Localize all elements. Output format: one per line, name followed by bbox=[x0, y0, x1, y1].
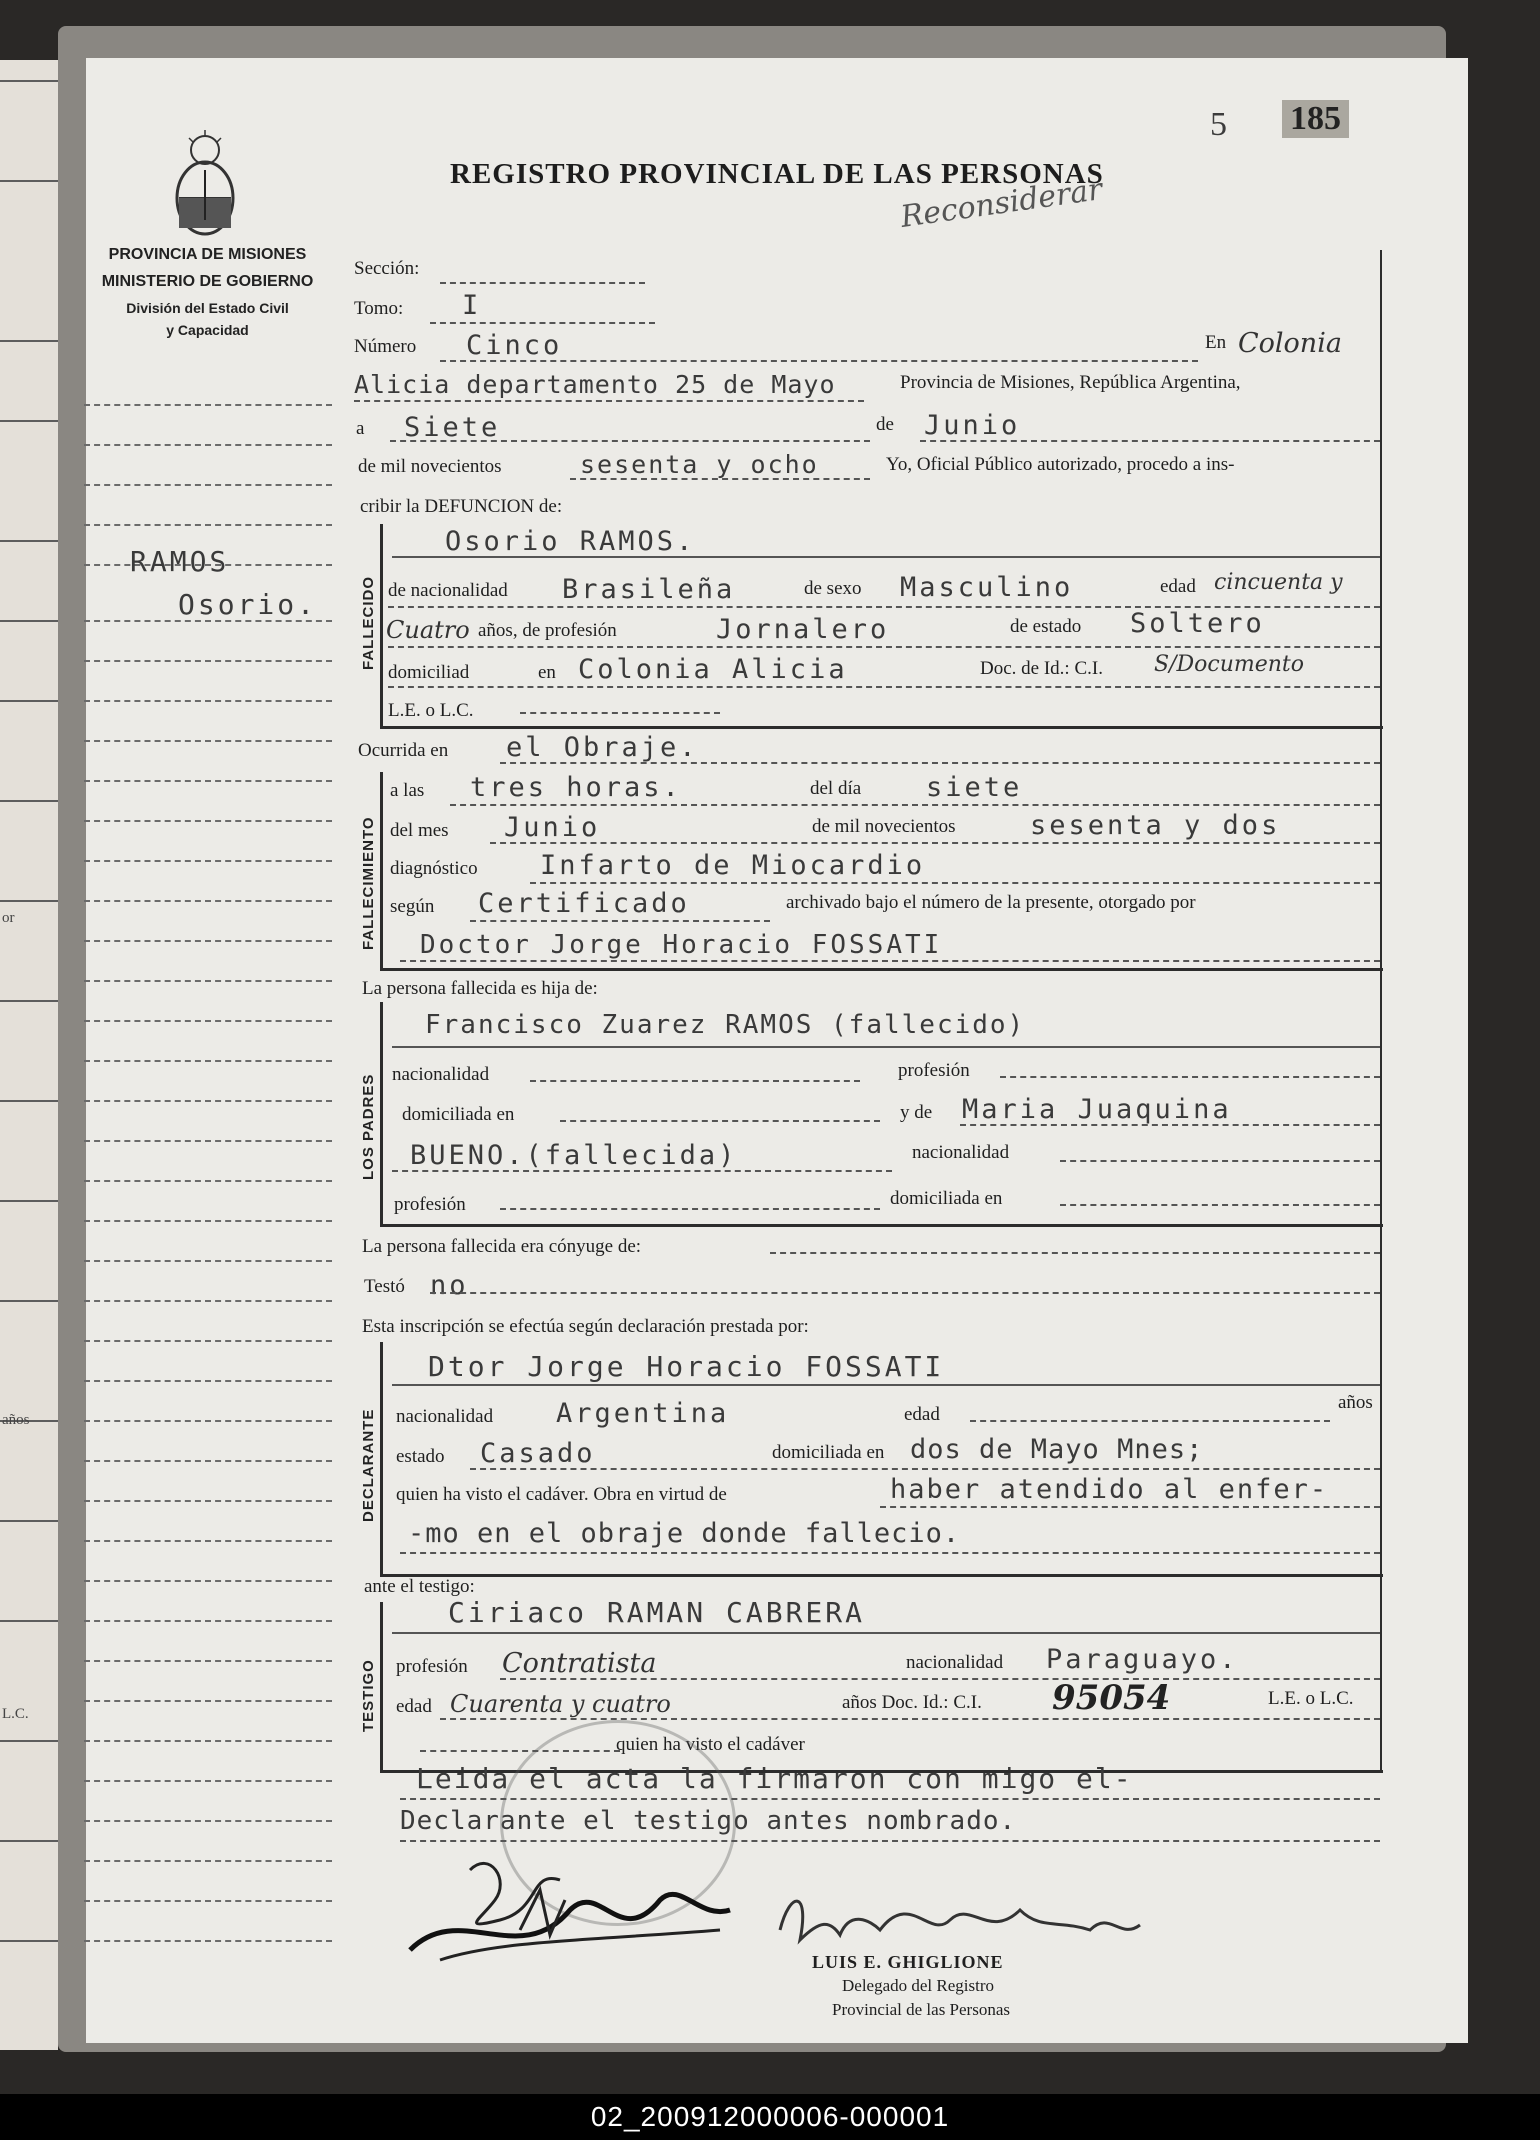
document-id-footer: 02_200912000006-000001 bbox=[0, 2094, 1540, 2140]
madre-profesion-label: profesión bbox=[394, 1194, 466, 1215]
profesion-value: Jornalero bbox=[716, 614, 890, 645]
nacionalidad-label: de nacionalidad bbox=[388, 580, 508, 601]
seccion-label: Sección: bbox=[354, 258, 420, 279]
estado-label: de estado bbox=[1010, 616, 1082, 637]
margin-note: Reconsiderar bbox=[898, 172, 1105, 235]
declarante-nacionalidad-label: nacionalidad bbox=[396, 1406, 494, 1427]
padre-domiciliada-label: domiciliada en bbox=[402, 1104, 515, 1125]
testigo-doc-value: 95054 bbox=[1052, 1678, 1171, 1718]
sexo-label: de sexo bbox=[804, 578, 862, 599]
ministry-label: MINISTERIO DE GOBIERNO bbox=[101, 273, 314, 290]
declarante-anos-label: años bbox=[1338, 1392, 1373, 1413]
nacionalidad-value: Brasileña bbox=[562, 574, 736, 605]
domicilio-value: Colonia Alicia bbox=[578, 654, 848, 685]
month-value: Junio bbox=[924, 410, 1021, 441]
testo-value: no bbox=[430, 1270, 469, 1301]
anos-profesion-label: años, de profesión bbox=[478, 620, 617, 641]
closing-line-2: Declarante el testigo antes nombrado. bbox=[400, 1806, 1017, 1836]
mil-label-2: de mil novecientos bbox=[812, 816, 956, 837]
testigo-nacionalidad-value: Paraguayo. bbox=[1046, 1644, 1239, 1675]
madre-nacionalidad-label: nacionalidad bbox=[912, 1142, 1010, 1163]
page-number-stamp: 185 bbox=[1282, 100, 1349, 138]
left-facing-page bbox=[0, 60, 58, 2050]
declaracion-label: Esta inscripción se efectúa según declaración prestada por: bbox=[362, 1316, 809, 1337]
le-label: L.E. o L.C. bbox=[388, 700, 474, 721]
testigo-le-label: L.E. o L.C. bbox=[1268, 1688, 1354, 1709]
delegate-role-2: Provincial de las Personas bbox=[832, 2000, 1010, 2019]
anio-value: sesenta y dos bbox=[1030, 810, 1281, 841]
delegate-name: LUIS E. GHIGLIONE bbox=[812, 1952, 1004, 1972]
domicilio-en-label: en bbox=[538, 662, 556, 683]
padres-intro-label: La persona fallecida es hija de: bbox=[362, 978, 598, 999]
margin-given-name: Osorio. bbox=[178, 588, 318, 621]
declarante-estado-value: Casado bbox=[480, 1438, 596, 1469]
testigo-profesion-value: Contratista bbox=[502, 1648, 657, 1679]
tomo-value: I bbox=[462, 290, 482, 321]
declarante-edad-label: edad bbox=[904, 1404, 940, 1425]
edad-label: edad bbox=[1160, 576, 1196, 597]
tomo-label: Tomo: bbox=[354, 298, 404, 319]
declarant-signature bbox=[400, 1840, 760, 1980]
diagnostico-label: diagnóstico bbox=[390, 858, 478, 879]
testigo-name: Ciriaco RAMAN CABRERA bbox=[448, 1596, 866, 1629]
testo-label: Testó bbox=[364, 1276, 405, 1297]
segun-value: Certificado bbox=[478, 888, 690, 919]
doc-label: Doc. de Id.: C.I. bbox=[980, 658, 1103, 679]
de-label: de bbox=[876, 414, 894, 435]
left-page-fragment: L.C. bbox=[2, 1706, 29, 1722]
margin-surname: RAMOS bbox=[130, 545, 230, 578]
madre-value-2: BUENO.(fallecida) bbox=[410, 1140, 738, 1171]
testigo-section-label: TESTIGO bbox=[360, 1659, 377, 1732]
ocurrida-value: el Obraje. bbox=[506, 732, 699, 763]
segun-label: según bbox=[390, 896, 435, 917]
testigo-quien-label: quien ha visto el cadáver bbox=[616, 1734, 805, 1755]
argentina-coat-of-arms-icon bbox=[165, 130, 245, 240]
edad-value: cincuenta y bbox=[1214, 570, 1343, 595]
day-value: Siete bbox=[404, 412, 501, 443]
padre-profesion-label: profesión bbox=[898, 1060, 970, 1081]
declarante-virtud-value: haber atendido al enfer- bbox=[890, 1474, 1329, 1505]
padres-section-label: LOS PADRES bbox=[360, 1073, 377, 1180]
hora-value: tres horas. bbox=[470, 772, 682, 803]
a-las-label: a las bbox=[390, 780, 425, 801]
del-dia-label: del día bbox=[810, 778, 862, 799]
madre-value: Maria Juaquina bbox=[962, 1094, 1232, 1125]
a-label: a bbox=[356, 418, 365, 439]
year-value: sesenta y ocho bbox=[580, 450, 819, 479]
numero-value: Cinco bbox=[466, 330, 563, 361]
doctor-value: Doctor Jorge Horacio FOSSATI bbox=[420, 930, 943, 960]
closing-line-1: Leida el acta la firmaron con migo el- bbox=[416, 1762, 1133, 1795]
mil-label: de mil novecientos bbox=[358, 456, 502, 477]
province-label: PROVINCIA DE MISIONES bbox=[108, 246, 307, 263]
domiciliado-label: domiciliad bbox=[388, 662, 470, 683]
division-label: División del Estado Civil bbox=[126, 300, 289, 316]
declarante-nacionalidad-value: Argentina bbox=[556, 1398, 730, 1429]
provincia-label: Provincia de Misiones, República Argentina, bbox=[900, 372, 1241, 393]
declarante-estado-label: estado bbox=[396, 1446, 445, 1467]
oficial-label: Yo, Oficial Público autorizado, procedo a ins- bbox=[886, 454, 1235, 475]
fallecido-name: Osorio RAMOS. bbox=[445, 526, 696, 557]
testigo-nacionalidad-label: nacionalidad bbox=[906, 1652, 1004, 1673]
testigo-edad-value: Cuarenta y cuatro bbox=[450, 1690, 671, 1718]
mes-label: del mes bbox=[390, 820, 449, 841]
ocurrida-label: Ocurrida en bbox=[358, 740, 449, 761]
testigo-anos-doc-label: años Doc. Id.: C.I. bbox=[842, 1692, 982, 1713]
madre-domiciliada-label: domiciliada en bbox=[890, 1188, 1003, 1209]
en-label: En bbox=[1205, 332, 1227, 353]
en-value: Colonia bbox=[1238, 328, 1342, 359]
archivado-label: archivado bajo el número de la presente, otorgado por bbox=[786, 892, 1196, 913]
fallecido-section-label: FALLECIDO bbox=[360, 576, 377, 670]
division-label-2: y Capacidad bbox=[166, 322, 249, 338]
delegate-role: Delegado del Registro bbox=[842, 1976, 995, 1995]
delegate-signature bbox=[770, 1880, 1150, 1960]
declarante-name: Dtor Jorge Horacio FOSSATI bbox=[428, 1350, 945, 1383]
estado-value: Soltero bbox=[1130, 608, 1265, 639]
diagnostico-value: Infarto de Miocardio bbox=[540, 850, 926, 881]
padre-nacionalidad-label: nacionalidad bbox=[392, 1064, 490, 1085]
y-de-label: y de bbox=[900, 1102, 933, 1123]
doc-value: S/Documento bbox=[1154, 652, 1304, 677]
inscribir-label: cribir la DEFUNCION de: bbox=[360, 496, 563, 517]
edad-value-2: Cuatro bbox=[386, 616, 470, 644]
testigo-profesion-label: profesión bbox=[396, 1656, 468, 1677]
mes-value: Junio bbox=[504, 812, 601, 843]
declarante-domicilio-value: dos de Mayo Mnes; bbox=[910, 1434, 1204, 1465]
declarante-domiciliada-label: domiciliada en bbox=[772, 1442, 885, 1463]
declarante-virtud-value-2: -mo en el obraje donde fallecio. bbox=[408, 1518, 961, 1549]
left-page-fragment: or bbox=[2, 910, 15, 926]
page-title: REGISTRO PROVINCIAL DE LAS PERSONAS bbox=[450, 158, 1104, 190]
conyuge-label: La persona fallecida era cónyuge de: bbox=[362, 1236, 642, 1257]
dia-value: siete bbox=[926, 772, 1023, 803]
testigo-edad-label: edad bbox=[396, 1696, 432, 1717]
testigo-ante-label: ante el testigo: bbox=[364, 1576, 475, 1597]
sexo-value: Masculino bbox=[900, 572, 1074, 603]
left-page-fragment: años bbox=[2, 1412, 30, 1428]
fallecimiento-section-label: FALLECIMIENTO bbox=[360, 816, 377, 950]
declarante-quien-label: quien ha visto el cadáver. Obra en virtud de bbox=[396, 1484, 727, 1505]
place-value: Alicia departamento 25 de Mayo bbox=[354, 370, 836, 399]
padre-value: Francisco Zuarez RAMOS (fallecido) bbox=[425, 1010, 1026, 1040]
declarante-section-label: DECLARANTE bbox=[360, 1408, 377, 1522]
page-number: 5 bbox=[1210, 106, 1227, 143]
numero-label: Número bbox=[354, 336, 417, 357]
